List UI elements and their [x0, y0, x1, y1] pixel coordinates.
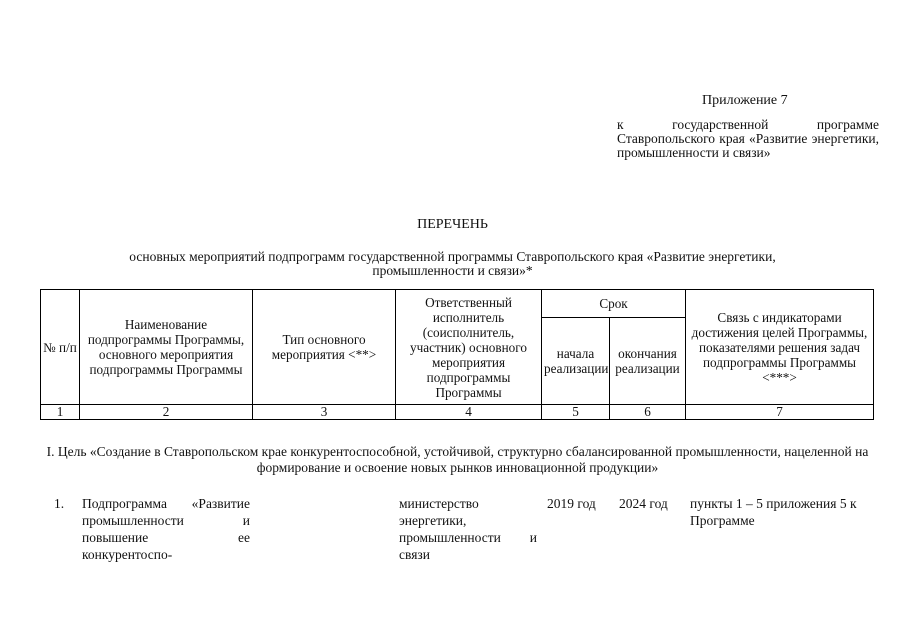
column-number: 3: [253, 405, 396, 420]
header-end: окончания реализации: [610, 318, 686, 405]
column-number: 6: [610, 405, 686, 420]
appendix-reference: к государственной программе Ставропольского края «Развитие энергетики, промышленности и связи»: [617, 117, 879, 160]
row-number: 1.: [54, 496, 65, 511]
row-link: пункты 1 – 5 приложения 5 к Программе: [690, 496, 857, 528]
measures-table: [40, 289, 874, 420]
column-number: 1: [41, 405, 80, 420]
header-term: Срок: [542, 290, 686, 318]
row-name: Подпрограмма «Развитие промышленности и повышение ее конкурентоспо-: [82, 496, 250, 562]
section-goal: I. Цель «Создание в Ставропольском крае конкурентоспособной, устойчивой, структурно сбалансированной промышленности, нацеленной на формирование и освоение новых рынков инновационной продукции»: [46, 444, 869, 475]
row-start: 2019 год: [547, 496, 596, 511]
document-subtitle: основных мероприятий подпрограмм государственной программы Ставропольского края «Развитие энергетики, промышленности и связи»*: [129, 249, 776, 278]
document-title: ПЕРЕЧЕНЬ: [417, 217, 488, 232]
header-name: Наименование подпрограммы Программы, основного мероприятия подпрограммы Программы: [80, 290, 253, 405]
column-number: 2: [80, 405, 253, 420]
header-type: Тип основного мероприятия <**>: [253, 290, 396, 405]
appendix-title: Приложение 7: [702, 93, 788, 108]
column-number: 4: [396, 405, 542, 420]
header-num: № п/п: [41, 290, 80, 405]
header-responsible: Ответственный исполнитель (соисполнитель, участник) основного мероприятия подпрограммы Программы: [396, 290, 542, 405]
row-end: 2024 год: [619, 496, 668, 511]
row-responsible: министерство энергетики, промышленности и связи: [399, 496, 537, 562]
header-link: Связь с индикаторами достижения целей Программы, показателями решения задач подпрограммы Программы <***>: [686, 290, 874, 405]
header-start: начала реализации: [542, 318, 610, 405]
column-number: 5: [542, 405, 610, 420]
column-number: 7: [686, 405, 874, 420]
